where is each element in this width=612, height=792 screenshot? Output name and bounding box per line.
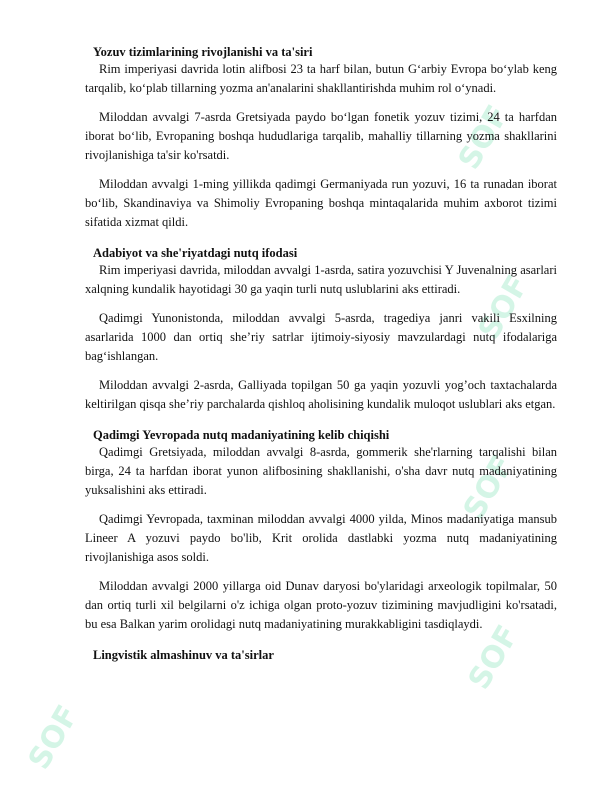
paragraph: Miloddan avvalgi 2-asrda, Galliyada topilgan 50 ga yaqin yozuvli yog’och taxtachalarda keltirilgan qisqa she’riy parchalarda qishloq aholisining kundalik muloqot uslublari aks etgan. <box>85 378 557 411</box>
paragraph: Rim imperiyasi davrida lotin alifbosi 23 ta harf bilan, butun G‘arbiy Evropa bo‘ylab keng tarqalib, ko‘plab tillarning yozma an'analarini shakllantirishda muhim rol o‘ynadi. <box>85 62 557 95</box>
watermark-logo: SOF <box>451 99 516 176</box>
watermark-logo: SOF <box>471 269 536 346</box>
section-heading: Adabiyot va she'riyatdagi nutq ifodasi <box>93 246 298 260</box>
watermark-logo: SOF <box>21 699 86 776</box>
paragraph: Miloddan avvalgi 2000 yillarga oid Dunav daryosi bo'ylaridagi arxeologik topilmalar, 50 dan ortiq turli xil belgilarni o'z ichiga olgan proto-yozuv tizimining mavjudligini ko'rsatadi, bu esa Balkan yarim orolidagi nutq madaniyatining murakkabligini tasdiqlaydi. <box>85 579 557 631</box>
watermark-logo: SOF <box>461 619 526 696</box>
paragraph: Qadimgi Yevropada, taxminan miloddan avvalgi 4000 yilda, Minos madaniyatiga mansub Lineer A yozuvi paydo bo'lib, Krit orolida dastlabki yozma nutq madaniyatining rivojlanishiga asos soldi. <box>85 512 557 564</box>
section-heading: Yozuv tizimlarining rivojlanishi va ta'siri <box>93 45 313 59</box>
section-heading: Lingvistik almashinuv va ta'sirlar <box>93 648 274 662</box>
paragraph: Rim imperiyasi davrida, miloddan avvalgi 1-asrda, satira yozuvchisi Y Juvenalning asarlari xalqning kundalik hayotidagi 30 ga yaqin turli nutq uslublarini aks ettiradi. <box>85 263 557 296</box>
watermark-logo: SOF <box>456 449 521 526</box>
paragraph: Qadimgi Gretsiyada, miloddan avvalgi 8-asrda, gommerik she'rlarning tarqalishi bilan birga, 24 ta harfdan iborat yunon alifbosining shakllanishi, o'sha davr nutq madaniyatining yuksalishini aks ettiradi. <box>85 445 557 497</box>
section-heading: Qadimgi Yevropada nutq madaniyatining kelib chiqishi <box>93 428 390 442</box>
paragraph: Qadimgi Yunonistonda, miloddan avvalgi 5-asrda, tragediya janri vakili Esxilning asarlarida 1000 dan ortiq she’riy satrlar ijtimoiy-siyosiy mavzulardagi nutq ifodalariga bag‘ishlangan. <box>85 311 557 363</box>
paragraph: Miloddan avvalgi 1-ming yillikda qadimgi Germaniyada run yozuvi, 16 ta runadan iborat bo‘lib, Skandinaviya va Shimoliy Evropaning boshqa mintaqalarida muhim axborot tizimi sifatida xizmat qildi. <box>85 177 557 229</box>
paragraph: Miloddan avvalgi 7-asrda Gretsiyada paydo bo‘lgan fonetik yozuv tizimi, 24 ta harfdan iborat bo‘lib, Evropaning boshqa hududlariga tarqalib, mahalliy tillarning yozma shakllarini rivojlanishiga ta'sir ko'rsatdi. <box>85 110 557 162</box>
document-body <box>85 45 557 663</box>
